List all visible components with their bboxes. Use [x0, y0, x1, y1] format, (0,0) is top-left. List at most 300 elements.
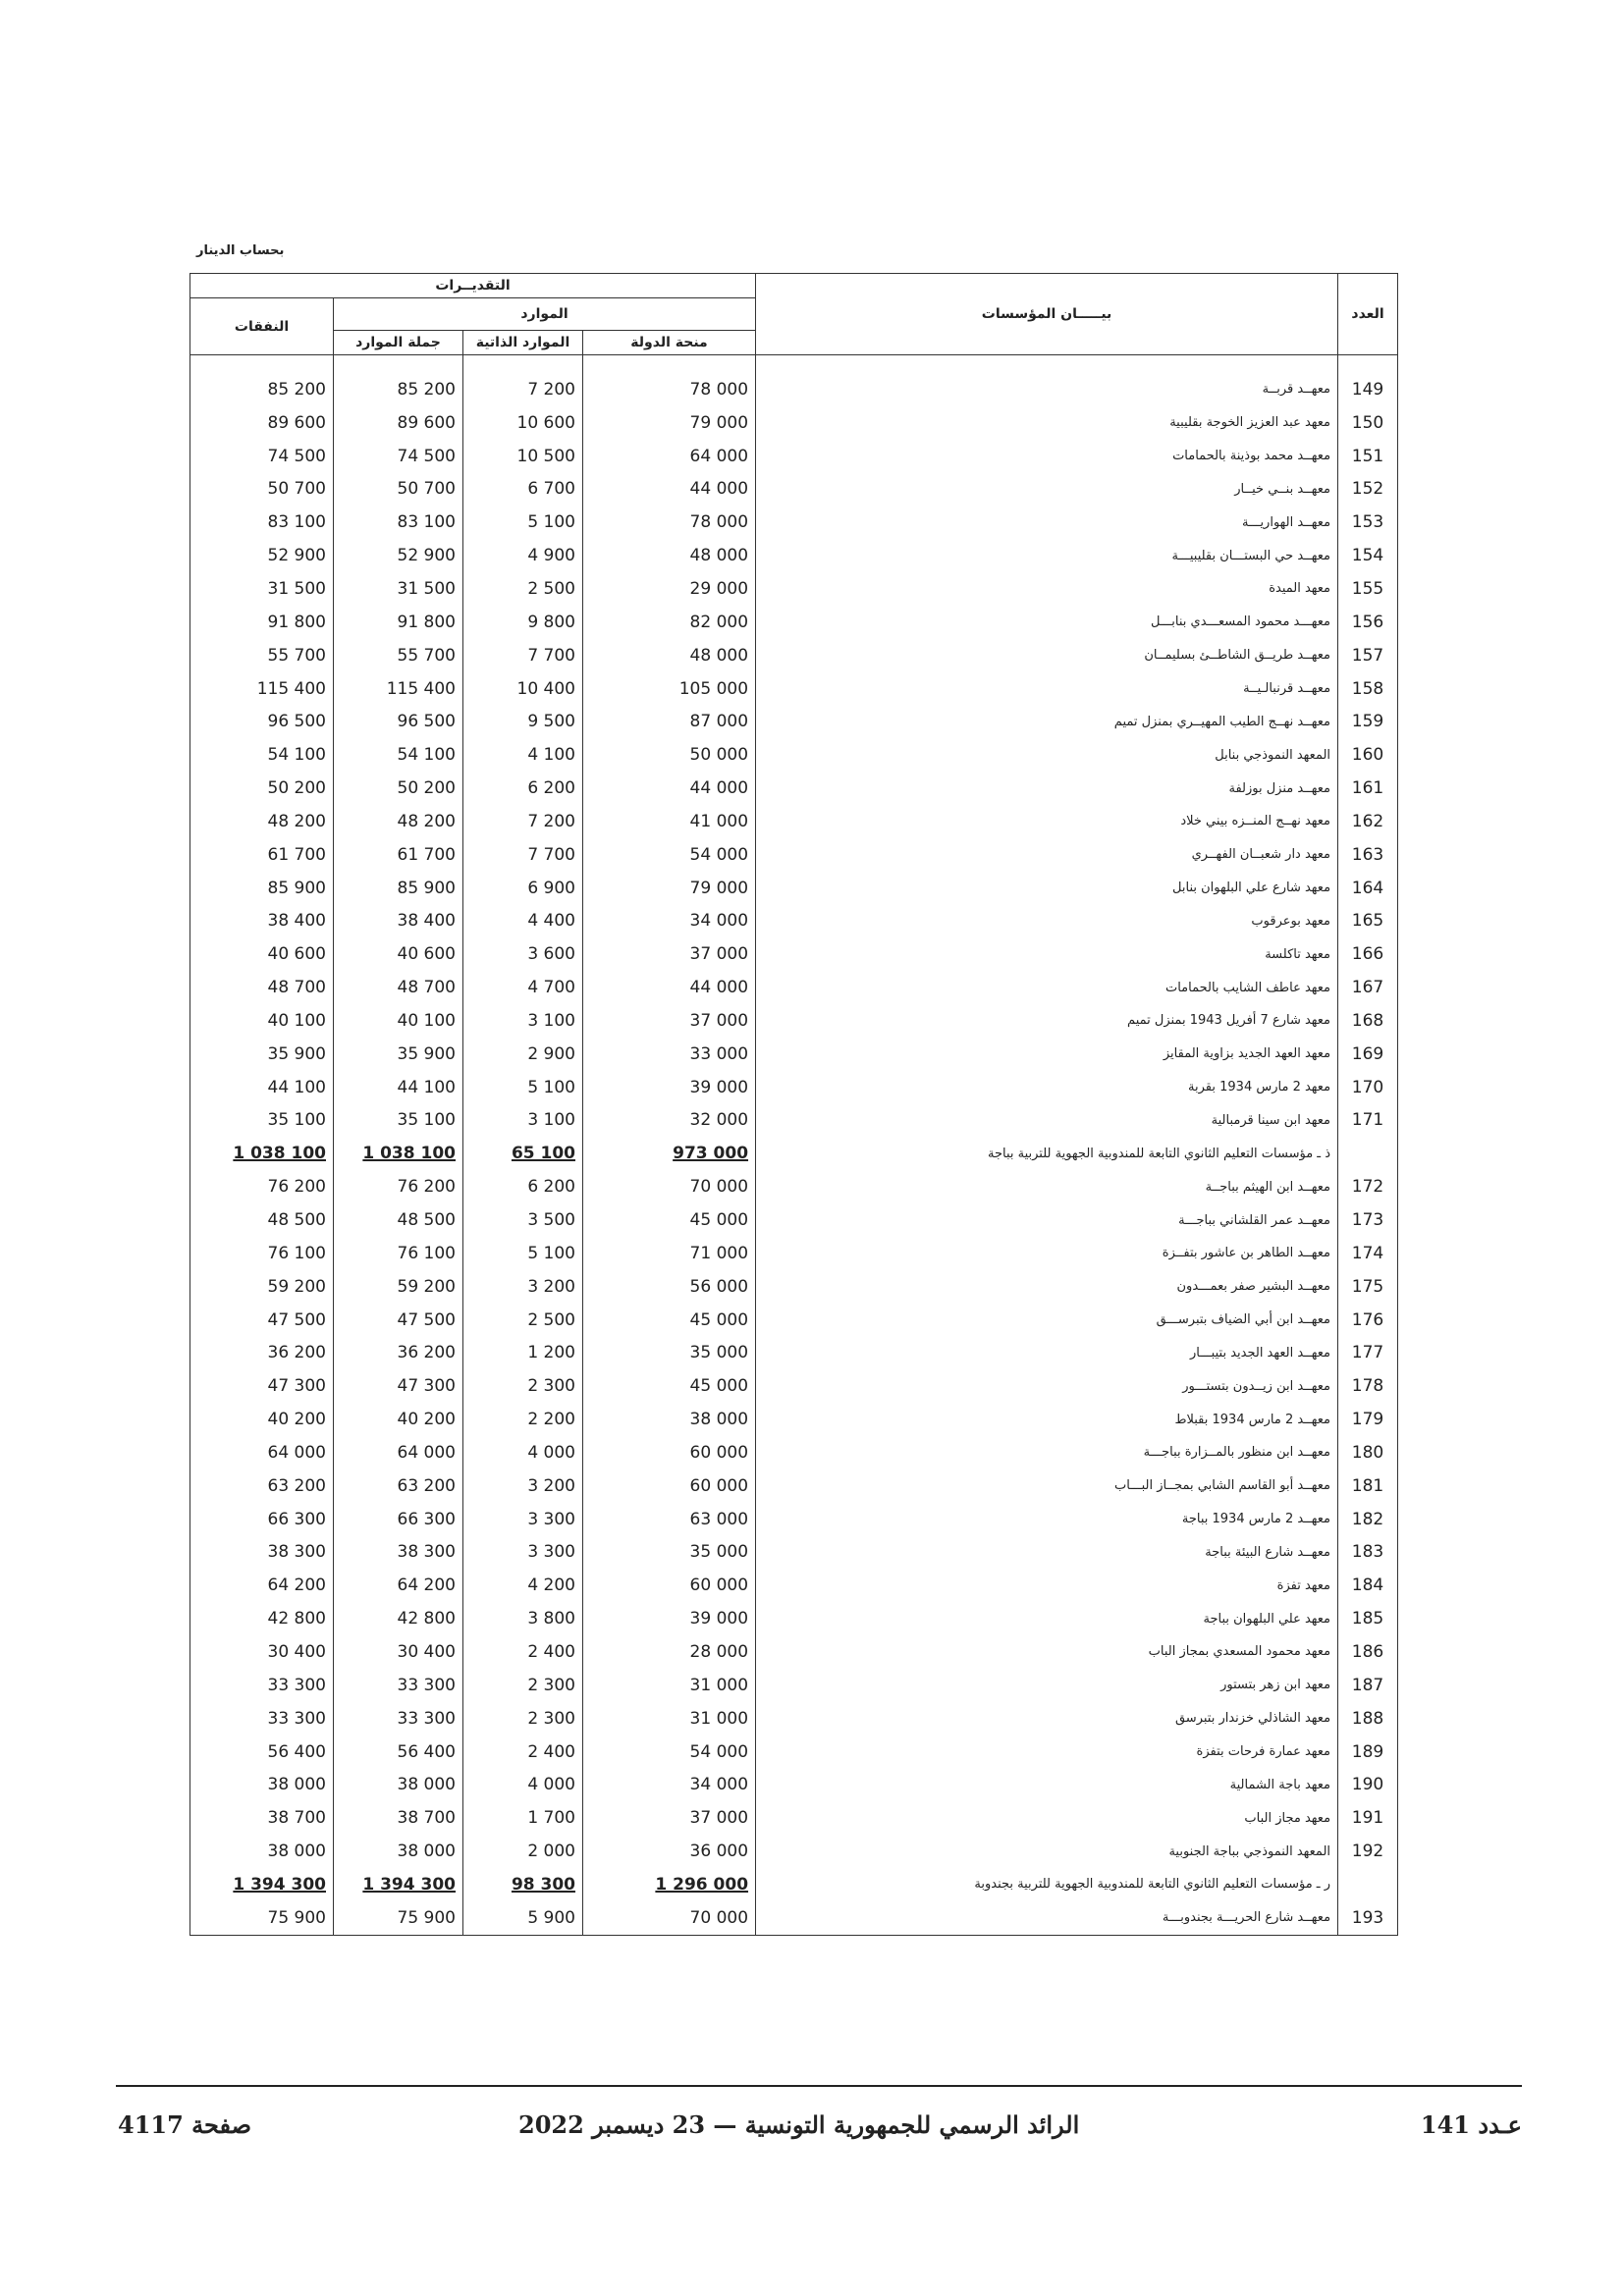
index-cell: 169: [1338, 1038, 1398, 1071]
institution-name-cell: معهد تفزة: [756, 1569, 1338, 1602]
total-resources-cell: 38 400: [334, 905, 463, 938]
index-cell: 171: [1338, 1104, 1398, 1138]
total-resources-cell: 59 200: [334, 1270, 463, 1304]
index-cell: 191: [1338, 1801, 1398, 1835]
table-row: [190, 1104, 1398, 1138]
state-grant-cell: 44 000: [583, 772, 756, 805]
state-grant-cell: 79 000: [583, 872, 756, 905]
index-cell: 159: [1338, 705, 1398, 738]
subtotal-value: 1 296 000: [655, 1874, 749, 1895]
expenses-header: النفقات: [190, 298, 334, 355]
own-resources-cell: 3 200: [463, 1469, 583, 1503]
state-grant-cell: 45 000: [583, 1369, 756, 1403]
state-grant-cell: 44 000: [583, 971, 756, 1004]
subtotal-value: 1 038 100: [362, 1144, 456, 1164]
state-grant-cell: 48 000: [583, 539, 756, 572]
total-resources-cell: 47 300: [334, 1369, 463, 1403]
expenses-cell: 50 700: [190, 473, 334, 507]
state-grant-cell: 105 000: [583, 672, 756, 706]
expenses-cell: [190, 1137, 334, 1170]
own-resources-cell: [463, 1137, 583, 1170]
index-cell: 149: [1338, 373, 1398, 406]
index-cell: 181: [1338, 1469, 1398, 1503]
total-resources-cell: 31 500: [334, 572, 463, 606]
table-row: [190, 872, 1398, 905]
expenses-cell: 48 500: [190, 1203, 334, 1237]
state-grant-cell: 28 000: [583, 1635, 756, 1669]
total-resources-cell: 55 700: [334, 639, 463, 672]
subtotal-value: 1 394 300: [362, 1874, 456, 1895]
index-cell: 158: [1338, 672, 1398, 706]
institution-name-cell: المعهد النموذجي بباجة الجنوبية: [756, 1835, 1338, 1868]
table-row: [190, 572, 1398, 606]
expenses-cell: 52 900: [190, 539, 334, 572]
total-resources-cell: 38 300: [334, 1536, 463, 1570]
expenses-cell: 61 700: [190, 838, 334, 872]
table-row: [190, 1536, 1398, 1570]
own-resources-cell: 4 200: [463, 1569, 583, 1602]
total-resources-cell: 85 200: [334, 373, 463, 406]
table-row: [190, 440, 1398, 473]
total-resources-cell: 115 400: [334, 672, 463, 706]
state-grant-cell: 82 000: [583, 606, 756, 639]
own-resources-cell: 2 500: [463, 572, 583, 606]
index-cell: 165: [1338, 905, 1398, 938]
expenses-cell: 40 600: [190, 937, 334, 971]
institution-name-cell: معهــد أبو القاسم الشابي بمجــاز البـــاب: [756, 1469, 1338, 1503]
own-resources-cell: 2 400: [463, 1635, 583, 1669]
index-cell: 160: [1338, 738, 1398, 772]
index-cell: 189: [1338, 1735, 1398, 1769]
institution-name-cell: معهــد ابن زيــدون بتستـــور: [756, 1369, 1338, 1403]
institution-name-cell: معهد مجاز الباب: [756, 1801, 1338, 1835]
state-grant-cell: 78 000: [583, 506, 756, 539]
index-cell: 151: [1338, 440, 1398, 473]
index-cell: 164: [1338, 872, 1398, 905]
table-row: [190, 1071, 1398, 1104]
total-resources-cell: 33 300: [334, 1669, 463, 1702]
own-resources-cell: 3 500: [463, 1203, 583, 1237]
institution-name-cell: ذ ـ مؤسسات التعليم الثانوي التابعة للمندوبية الجهوية للتربية بباجة: [756, 1137, 1338, 1170]
index-cell: 178: [1338, 1369, 1398, 1403]
table-row: [190, 606, 1398, 639]
index-cell: 190: [1338, 1768, 1398, 1801]
expenses-cell: 74 500: [190, 440, 334, 473]
own-resources-cell: 4 000: [463, 1768, 583, 1801]
index-cell: 185: [1338, 1602, 1398, 1635]
total-resources-cell: 50 700: [334, 473, 463, 507]
state-grant-cell: 31 000: [583, 1702, 756, 1735]
total-resources-cell: 38 000: [334, 1768, 463, 1801]
total-resources-cell: 36 200: [334, 1336, 463, 1369]
own-resources-cell: 2 200: [463, 1403, 583, 1436]
expenses-cell: 55 700: [190, 639, 334, 672]
index-cell: 168: [1338, 1004, 1398, 1038]
own-resources-cell: 2 300: [463, 1369, 583, 1403]
expenses-cell: 76 100: [190, 1237, 334, 1270]
state-grant-cell: 70 000: [583, 1170, 756, 1203]
index-cell: 187: [1338, 1669, 1398, 1702]
index-cell: 152: [1338, 473, 1398, 507]
table-row: [190, 1237, 1398, 1270]
state-grant-cell: 34 000: [583, 1768, 756, 1801]
own-resources-cell: 7 200: [463, 805, 583, 838]
institution-name-cell: المعهد النموذجي بنابل: [756, 738, 1338, 772]
state-grant-cell: 33 000: [583, 1038, 756, 1071]
table-row: [190, 838, 1398, 872]
index-cell: 155: [1338, 572, 1398, 606]
table-row: [190, 1768, 1398, 1801]
table-row: [190, 1469, 1398, 1503]
index-cell: 157: [1338, 639, 1398, 672]
table-row: [190, 1503, 1398, 1536]
index-cell: 153: [1338, 506, 1398, 539]
estimates-header: التقديــرات: [190, 274, 756, 298]
institution-name-cell: معهــد محمد بوذينة بالحمامات: [756, 440, 1338, 473]
table-body: [190, 355, 1398, 1936]
footer-issue-number: عـدد 141: [1420, 2110, 1522, 2139]
own-resources-cell: 6 700: [463, 473, 583, 507]
index-cell: 180: [1338, 1436, 1398, 1469]
institution-name-cell: معهد شارع علي البلهوان بنابل: [756, 872, 1338, 905]
institution-name-cell: معهد ابن زهر بتستور: [756, 1669, 1338, 1702]
state-grant-cell: 44 000: [583, 473, 756, 507]
state-grant-cell: 60 000: [583, 1569, 756, 1602]
institution-name-cell: معهــد قرنبالـيــة: [756, 672, 1338, 706]
expenses-cell: 85 200: [190, 373, 334, 406]
own-resources-cell: [463, 1868, 583, 1901]
budget-table: [189, 273, 1398, 1936]
state-grant-cell: 54 000: [583, 838, 756, 872]
institution-name-cell: معهــد 2 مارس 1934 بباجة: [756, 1503, 1338, 1536]
table-row: [190, 473, 1398, 507]
table-row: [190, 1835, 1398, 1868]
index-cell: 173: [1338, 1203, 1398, 1237]
state-grant-cell: 37 000: [583, 1801, 756, 1835]
index-cell: 176: [1338, 1304, 1398, 1337]
table-row: [190, 1801, 1398, 1835]
subtotal-value: 973 000: [673, 1144, 749, 1164]
expenses-cell: 36 200: [190, 1336, 334, 1369]
expenses-cell: 40 200: [190, 1403, 334, 1436]
table-row: [190, 1901, 1398, 1935]
institution-name-cell: معهــد نهــج الطيب المهيــري بمنزل تميم: [756, 705, 1338, 738]
index-cell: 184: [1338, 1569, 1398, 1602]
own-resources-cell: 9 500: [463, 705, 583, 738]
expenses-cell: 35 100: [190, 1104, 334, 1138]
state-grant-cell: 63 000: [583, 1503, 756, 1536]
own-resources-cell: 4 900: [463, 539, 583, 572]
own-resources-cell: 5 900: [463, 1901, 583, 1935]
expenses-cell: 31 500: [190, 572, 334, 606]
institution-name-cell: معهــد الهواريـــة: [756, 506, 1338, 539]
institution-name-cell: معهد عمارة فرحات بتفزة: [756, 1735, 1338, 1769]
index-cell: 150: [1338, 406, 1398, 440]
total-resources-cell: 35 100: [334, 1104, 463, 1138]
total-resources-cell: [334, 1137, 463, 1170]
institution-name-cell: معهــد بنــي خيــار: [756, 473, 1338, 507]
state-grant-cell: 31 000: [583, 1669, 756, 1702]
institution-name-cell: معهد علي البلهوان بباجة: [756, 1602, 1338, 1635]
total-resources-cell: 91 800: [334, 606, 463, 639]
own-resources-cell: 10 500: [463, 440, 583, 473]
state-grant-cell: 34 000: [583, 905, 756, 938]
institution-name-cell: معهد عبد العزيز الخوجة بقليبية: [756, 406, 1338, 440]
total-resources-cell: 40 200: [334, 1403, 463, 1436]
header-spacer-row: [190, 355, 1398, 374]
state-grant-cell: 45 000: [583, 1304, 756, 1337]
institution-name-cell: معهد نهــج المنــزه بيني خلاد: [756, 805, 1338, 838]
table-row: [190, 639, 1398, 672]
table-row: [190, 772, 1398, 805]
table-row: [190, 1004, 1398, 1038]
state-grant-cell: 35 000: [583, 1536, 756, 1570]
own-resources-cell: 3 200: [463, 1270, 583, 1304]
own-resources-cell: 2 400: [463, 1735, 583, 1769]
own-resources-cell: 3 300: [463, 1503, 583, 1536]
expenses-cell: 63 200: [190, 1469, 334, 1503]
state-grant-header: منحة الدولة: [583, 331, 756, 355]
table-row: [190, 1203, 1398, 1237]
own-resources-cell: 4 000: [463, 1436, 583, 1469]
footer-page-number: صفحة 4117: [118, 2110, 252, 2139]
total-resources-cell: 33 300: [334, 1702, 463, 1735]
institution-name-cell: معهد الشاذلي خزندار بتبرسق: [756, 1702, 1338, 1735]
table-row: [190, 1336, 1398, 1369]
total-resources-cell: 85 900: [334, 872, 463, 905]
total-resources-cell: 74 500: [334, 440, 463, 473]
expenses-cell: 115 400: [190, 672, 334, 706]
table-row: [190, 1270, 1398, 1304]
institution-name-cell: معهــد قربــة: [756, 373, 1338, 406]
expenses-cell: 47 500: [190, 1304, 334, 1337]
expenses-cell: 83 100: [190, 506, 334, 539]
table-row: [190, 1602, 1398, 1635]
expenses-cell: 66 300: [190, 1503, 334, 1536]
total-resources-cell: 47 500: [334, 1304, 463, 1337]
table-row: [190, 1669, 1398, 1702]
institution-name-cell: معهــد عمر القلشاني بباجـــة: [756, 1203, 1338, 1237]
expenses-cell: 75 900: [190, 1901, 334, 1935]
state-grant-cell: 39 000: [583, 1602, 756, 1635]
index-cell: 163: [1338, 838, 1398, 872]
state-grant-cell: 45 000: [583, 1203, 756, 1237]
table-row: [190, 1369, 1398, 1403]
state-grant-cell: 37 000: [583, 1004, 756, 1038]
own-resources-cell: 10 600: [463, 406, 583, 440]
index-cell: 175: [1338, 1270, 1398, 1304]
state-grant-cell: 39 000: [583, 1071, 756, 1104]
own-resources-cell: 7 200: [463, 373, 583, 406]
own-resources-cell: 3 600: [463, 937, 583, 971]
index-cell: 177: [1338, 1336, 1398, 1369]
institution-name-cell: معهد العهد الجديد بزاوية المقايز: [756, 1038, 1338, 1071]
institution-name-cell: معهـــد محمود المسعـــدي بنابـــل: [756, 606, 1338, 639]
expenses-cell: 89 600: [190, 406, 334, 440]
state-grant-cell: 71 000: [583, 1237, 756, 1270]
total-resources-cell: 96 500: [334, 705, 463, 738]
expenses-cell: 91 800: [190, 606, 334, 639]
subtotal-value: 1 394 300: [233, 1874, 326, 1895]
own-resources-cell: 9 800: [463, 606, 583, 639]
own-resources-cell: 1 200: [463, 1336, 583, 1369]
own-resources-cell: 6 900: [463, 872, 583, 905]
state-grant-cell: 38 000: [583, 1403, 756, 1436]
table-row: [190, 1635, 1398, 1669]
institution-name-cell: معهــد طريــق الشاطــئ بسليمــان: [756, 639, 1338, 672]
total-resources-cell: 38 000: [334, 1835, 463, 1868]
table-row: [190, 1569, 1398, 1602]
unit-note: بحساب الدينار: [196, 243, 285, 258]
resources-header: الموارد: [334, 298, 756, 331]
institution-name-cell: معهد محمود المسعدي بمجاز الباب: [756, 1635, 1338, 1669]
expenses-cell: 56 400: [190, 1735, 334, 1769]
total-resources-cell: 30 400: [334, 1635, 463, 1669]
institution-name-cell: معهــد ابن الهيثم بباجــة: [756, 1170, 1338, 1203]
table-row: [190, 1304, 1398, 1337]
table-row: [190, 406, 1398, 440]
index-cell: 174: [1338, 1237, 1398, 1270]
state-grant-cell: 60 000: [583, 1469, 756, 1503]
table-row: [190, 672, 1398, 706]
expenses-cell: 59 200: [190, 1270, 334, 1304]
total-resources-cell: 38 700: [334, 1801, 463, 1835]
own-resources-cell: 10 400: [463, 672, 583, 706]
table-row: [190, 1436, 1398, 1469]
subtotal-value: 65 100: [511, 1144, 575, 1164]
total-resources-cell: 66 300: [334, 1503, 463, 1536]
expenses-cell: 64 200: [190, 1569, 334, 1602]
own-resources-cell: 6 200: [463, 772, 583, 805]
own-resources-cell: 3 100: [463, 1004, 583, 1038]
table-row: [190, 705, 1398, 738]
own-resources-cell: 5 100: [463, 1237, 583, 1270]
index-cell: 183: [1338, 1536, 1398, 1570]
institution-name-cell: معهد شارع 7 أفريل 1943 بمنزل تميم: [756, 1004, 1338, 1038]
institution-name-cell: معهــد 2 مارس 1934 بقبلاط: [756, 1403, 1338, 1436]
expenses-cell: 54 100: [190, 738, 334, 772]
institution-name-cell: معهد ابن سينا قرمبالية: [756, 1104, 1338, 1138]
institution-name-cell: معهد باجة الشمالية: [756, 1768, 1338, 1801]
total-resources-cell: 40 600: [334, 937, 463, 971]
expenses-cell: [190, 1868, 334, 1901]
expenses-cell: 48 200: [190, 805, 334, 838]
index-header: العدد: [1338, 274, 1398, 355]
institution-name-cell: معهد عاطف الشايب بالحمامات: [756, 971, 1338, 1004]
total-resources-cell: 64 200: [334, 1569, 463, 1602]
subtotal-value: 98 300: [511, 1874, 575, 1895]
expenses-cell: 40 100: [190, 1004, 334, 1038]
table-row: [190, 506, 1398, 539]
state-grant-cell: [583, 1137, 756, 1170]
state-grant-cell: 50 000: [583, 738, 756, 772]
own-resources-cell: 4 400: [463, 905, 583, 938]
expenses-cell: 96 500: [190, 705, 334, 738]
institution-name-cell: معهد الميدة: [756, 572, 1338, 606]
index-cell: [1338, 1868, 1398, 1901]
total-resources-cell: 61 700: [334, 838, 463, 872]
expenses-cell: 85 900: [190, 872, 334, 905]
expenses-cell: 44 100: [190, 1071, 334, 1104]
subtotal-value: 1 038 100: [233, 1144, 326, 1164]
index-cell: 162: [1338, 805, 1398, 838]
index-cell: 154: [1338, 539, 1398, 572]
own-resources-cell: 1 700: [463, 1801, 583, 1835]
state-grant-cell: 56 000: [583, 1270, 756, 1304]
expenses-cell: 76 200: [190, 1170, 334, 1203]
institution-name-cell: معهــد ابن منظور بالمــزارة بباجـــة: [756, 1436, 1338, 1469]
own-resources-cell: 4 700: [463, 971, 583, 1004]
table-row: [190, 905, 1398, 938]
institution-name-cell: معهــد الطاهر بن عاشور بتفــزة: [756, 1237, 1338, 1270]
total-resources-cell: 83 100: [334, 506, 463, 539]
table-row: [190, 373, 1398, 406]
total-resources-cell: 35 900: [334, 1038, 463, 1071]
index-cell: 170: [1338, 1071, 1398, 1104]
page-footer: [116, 2085, 1522, 2139]
state-grant-cell: 60 000: [583, 1436, 756, 1469]
expenses-cell: 38 000: [190, 1768, 334, 1801]
subtotal-row: [190, 1137, 1398, 1170]
expenses-cell: 48 700: [190, 971, 334, 1004]
total-resources-cell: 63 200: [334, 1469, 463, 1503]
institution-name-cell: معهــد شارع البيئة بباجة: [756, 1536, 1338, 1570]
table-row: [190, 937, 1398, 971]
table-row: [190, 805, 1398, 838]
index-cell: 166: [1338, 937, 1398, 971]
total-resources-cell: 64 000: [334, 1436, 463, 1469]
own-resources-cell: 5 100: [463, 1071, 583, 1104]
total-resources-cell: 56 400: [334, 1735, 463, 1769]
state-grant-cell: 70 000: [583, 1901, 756, 1935]
own-resources-cell: 5 100: [463, 506, 583, 539]
total-resources-cell: 44 100: [334, 1071, 463, 1104]
index-cell: 179: [1338, 1403, 1398, 1436]
total-resources-cell: 54 100: [334, 738, 463, 772]
expenses-cell: 38 000: [190, 1835, 334, 1868]
table-row: [190, 1170, 1398, 1203]
total-resources-cell: 89 600: [334, 406, 463, 440]
own-resources-cell: 4 100: [463, 738, 583, 772]
total-resources-cell: 50 200: [334, 772, 463, 805]
table-row: [190, 1038, 1398, 1071]
own-resources-cell: 7 700: [463, 639, 583, 672]
table-row: [190, 1735, 1398, 1769]
total-resources-cell: 48 700: [334, 971, 463, 1004]
total-resources-header: جملة الموارد: [334, 331, 463, 355]
expenses-cell: 38 400: [190, 905, 334, 938]
index-cell: 192: [1338, 1835, 1398, 1868]
institution-name-cell: معهــد ابن أبي الضياف بتبرســـق: [756, 1304, 1338, 1337]
index-cell: 167: [1338, 971, 1398, 1004]
institutions-header: بيـــــان المؤسسات: [756, 274, 1338, 355]
total-resources-cell: 75 900: [334, 1901, 463, 1935]
footer-publication-title: الرائد الرسمي للجمهورية التونسية — 23 ديسمبر 2022: [518, 2110, 1080, 2139]
own-resources-cell: 3 100: [463, 1104, 583, 1138]
table-row: [190, 738, 1398, 772]
total-resources-cell: 40 100: [334, 1004, 463, 1038]
expenses-cell: 47 300: [190, 1369, 334, 1403]
institution-name-cell: ر ـ مؤسسات التعليم الثانوي التابعة للمندوبية الجهوية للتربية بجندوبة: [756, 1868, 1338, 1901]
own-resources-cell: 7 700: [463, 838, 583, 872]
subtotal-row: [190, 1868, 1398, 1901]
index-cell: 193: [1338, 1901, 1398, 1935]
institution-name-cell: معهد دار شعبــان الفهــري: [756, 838, 1338, 872]
institution-name-cell: معهــد حي البستـــان بقليبيـــة: [756, 539, 1338, 572]
state-grant-cell: 37 000: [583, 937, 756, 971]
state-grant-cell: 41 000: [583, 805, 756, 838]
total-resources-cell: [334, 1868, 463, 1901]
